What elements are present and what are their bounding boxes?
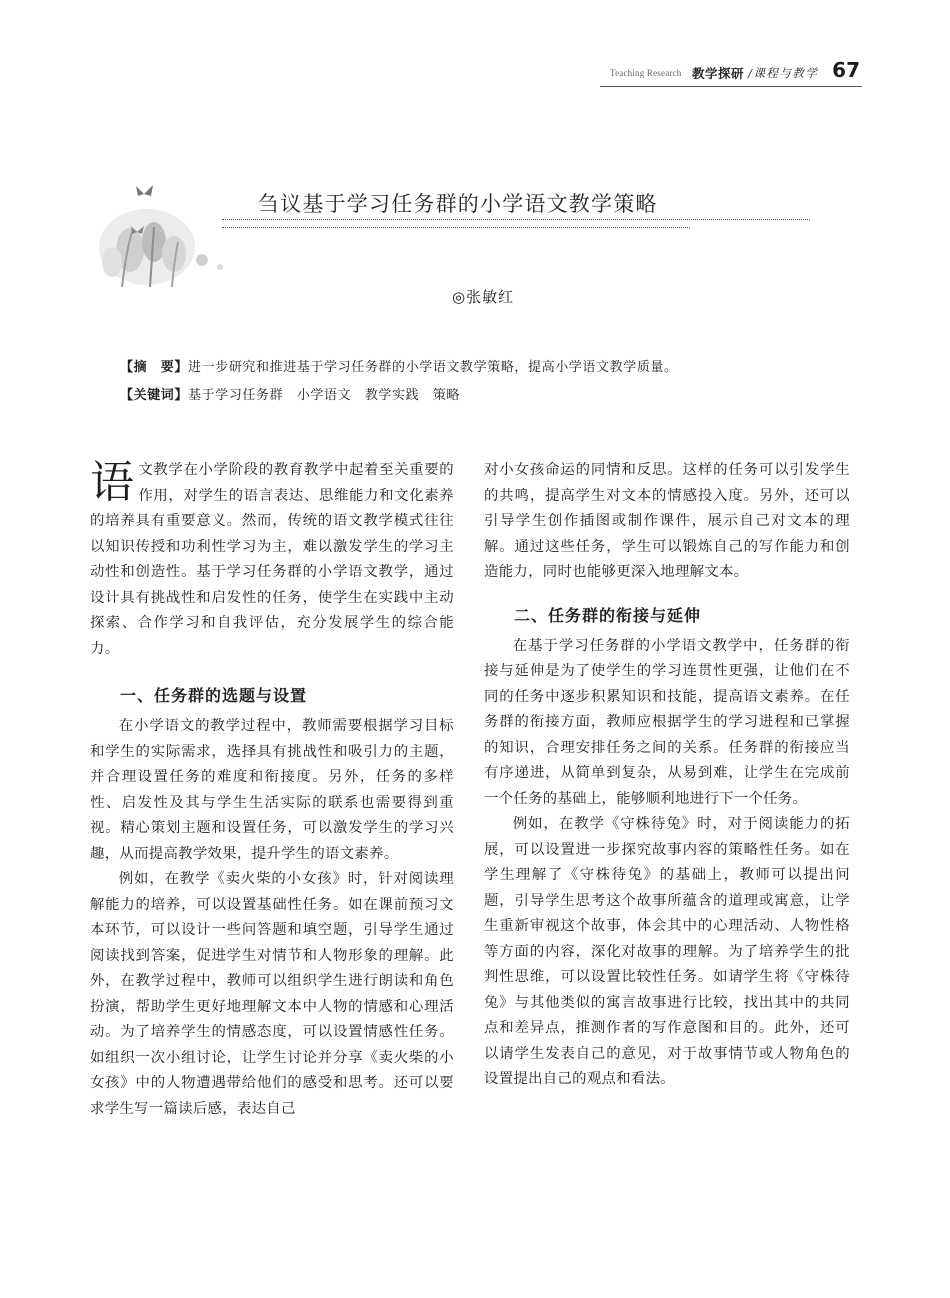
article-title: 刍议基于学习任务群的小学语文教学策略 [258,192,658,216]
title-dotted-rule-short [222,227,690,228]
section-1-heading: 一、任务群的选题与设置 [120,686,308,705]
keywords-text: 基于学习任务群 小学语文 教学实践 策略 [188,388,461,403]
left-column [90,458,454,1122]
abstract-text: 进一步研究和推进基于学习任务群的小学语文教学策略，提高小学语文教学质量。 [188,360,678,375]
flowers-butterfly-illustration [92,172,242,287]
section-1-paragraph-2: 例如，在教学《卖火柴的小女孩》时，针对阅读理解能力的培养，可以设置基础性任务。如在课前预习文本环节，可以设计一些问答题和填空题，引导学生通过阅读找到答案，促进学生对情节和人物形象的理解。此外，在教学过程中，教师可以组织学生进行朗读和角色扮演，帮助学生更好地理解文本中人物的情感和心理活动。为了培养学生的情感态度，可以设置情感性任务。如组织一次小组讨论，让学生讨论并分享《卖火柴的小女孩》中的人物遭遇带给他们的感受和思考。还可以要求学生写一篇读后感，表达自己 [90,871,454,1117]
author: ◎张敏红 [452,288,515,306]
journal-chinese-name: 教学探研 [692,66,745,81]
keywords-label: 【关键词】 [120,388,189,403]
intro-text: 文教学在小学阶段的教育教学中起着至关重要的作用，对学生的语言表达、思维能力和文化素养的培养具有重要意义。然而，传统的语文教学模式往往以知识传授和功利性学习为主，难以激发学生的学习主动性和创造性。基于学习任务群的小学语文教学，通过设计具有挑战性和启发性的任务，使学生在实践中主动探索、合作学习和自我评估，充分发展学生的综合能力。 [90,462,454,657]
page-number: 67 [832,58,860,82]
intro-paragraph [90,458,454,662]
drop-cap: 语 [90,457,135,508]
running-header [600,58,862,87]
right-column [484,458,850,1093]
abstract [120,356,678,375]
section-2-paragraph-1: 在基于学习任务群的小学语文教学中，任务群的衔接与延伸是为了使学生的学习连贯性更强，让他们在不同的任务中逐步积累知识和技能，提高语文素养。在任务群的衔接方面，教师应根据学生的学习进程和已掌握的知识，合理安排任务之间的关系。任务群的衔接应当有序递进，从简单到复杂，从易到难，让学生在完成前一个任务的基础上，能够顺利地进行下一个任务。 [484,637,850,807]
section-1-paragraph-2-continued: 对小女孩命运的同情和反思。这样的任务可以引发学生的共鸣，提高学生对文本的情感投入度。另外，还可以引导学生创作插图或制作课件，展示自己对文本的理解。通过这些任务，学生可以锻炼自己的写作能力和创造能力，同时也能够更深入地理解文本。 [484,462,850,580]
title-dotted-rule [222,219,810,220]
section-1-paragraph-1: 在小学语文的教学过程中，教师需要根据学习目标和学生的实际需求，选择具有挑战性和吸引力的主题，并合理设置任务的难度和衔接度。另外，任务的多样性、启发性及其与学生生活实际的联系也需要得到重视。精心策划主题和设置任务，可以激发学生的学习兴趣，从而提高教学效果，提升学生的语文素养。 [90,718,454,862]
section-2-paragraph-2: 例如，在教学《守株待兔》时，对于阅读能力的拓展，可以设置进一步探究故事内容的策略性任务。如在学生理解了《守株待兔》的基础上，教师可以提出问题，引导学生思考这个故事所蕴含的道理或寓意，让学生重新审视这个故事，体会其中的心理活动、人物性格等方面的内容，深化对故事的理解。为了培养学生的批判性思维，可以设置比较性任务。如请学生将《守株待兔》与其他类似的寓言故事进行比较，找出其中的共同点和差异点，推测作者的写作意图和目的。此外，还可以请学生发表自己的意见，对于故事情节或人物角色的设置提出自己的观点和看法。 [484,816,850,1087]
section-2-heading: 二、任务群的衔接与延伸 [514,605,702,625]
section-name: /课程与教学 [748,66,819,80]
keywords [120,384,460,403]
journal-english-name: Teaching Research [610,68,682,78]
abstract-label: 【摘 要】 [120,360,189,375]
